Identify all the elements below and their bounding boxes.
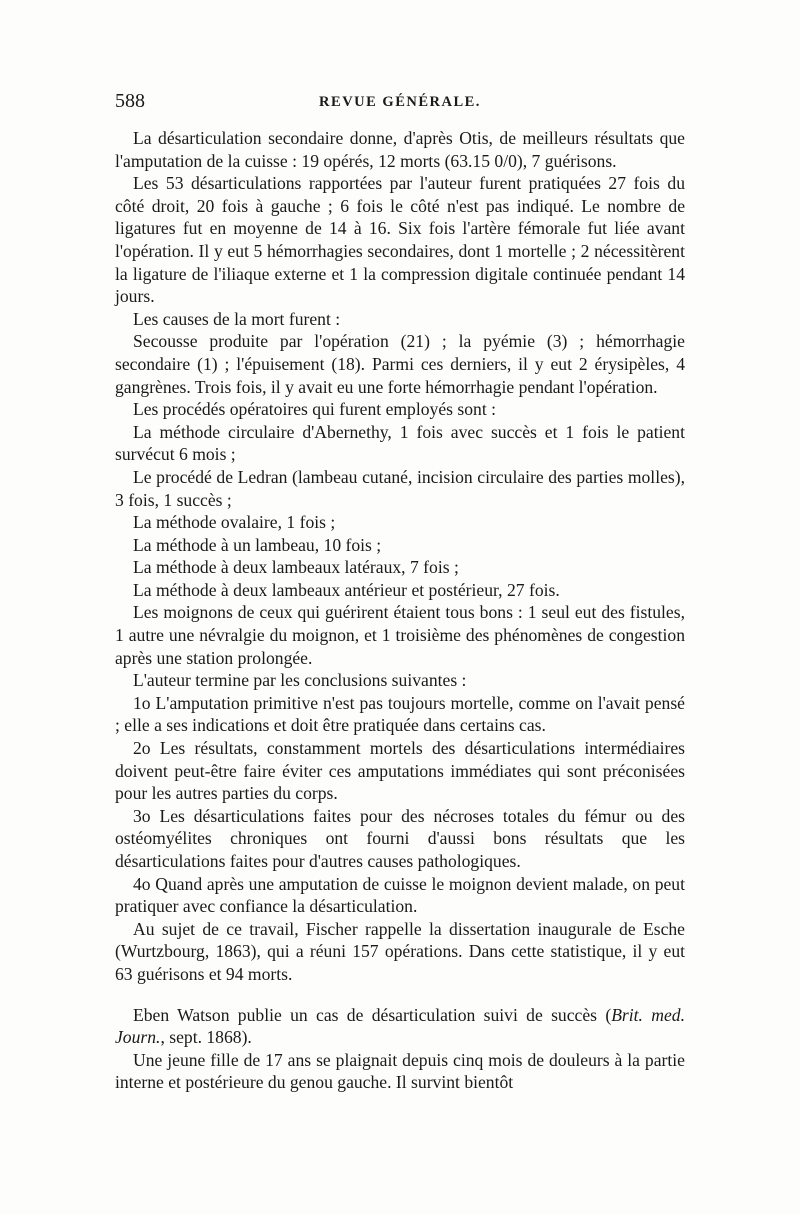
paragraph: La méthode ovalaire, 1 fois ; — [133, 512, 336, 533]
paragraph: Le procédé de Ledran (lambeau cutané, incision circulaire des parties molles), 3 fois, 1 succès ; — [115, 466, 685, 510]
paragraph: 1o L'amputation primitive n'est pas toujours mortelle, comme on l'avait pensé ; elle a ses indications et doit être pratiquée dans certains cas. — [115, 692, 685, 736]
watson-text-start: Eben Watson publie un cas de désarticulation suivi de succès ( — [133, 1004, 612, 1025]
paragraph: 2o Les résultats, constamment mortels des désarticulations intermédiaires doivent peut-être faire éviter ces amputations immédiates qui sont préconisées pour les autres parties du corps. — [115, 738, 685, 804]
paragraph: 3o Les désarticulations faites pour des nécroses totales du fémur ou des ostéomyélites chroniques ont fourni d'aussi bons résultats que les désarticulations faites pour d'autres causes pathologiques. — [115, 805, 685, 871]
page-header — [115, 90, 685, 120]
watson-text-end: , sept. 1868). — [160, 1027, 252, 1048]
paragraph: La méthode à deux lambeaux latéraux, 7 fois ; — [133, 557, 459, 578]
watson-paragraph — [115, 1004, 685, 1049]
paragraph: Les 53 désarticulations rapportées par l'auteur furent pratiquées 27 fois du côté droit, 20 fois à gauche ; 6 fois le côté n'est pas indiqué. Le nombre de ligatures fut en moyenne de 14 à 16. Six fois l'artère fémorale fut liée avant l'opération. Il y eut 5 hémorrhagies secondaires, dont 1 mortelle ; 2 nécessitèrent la ligature de l'iliaque externe et 1 la compression digitale continuée pendant 14 jours. — [115, 173, 685, 307]
paragraph: La désarticulation secondaire donne, d'après Otis, de meilleurs résultats que l'amputation de la cuisse : 19 opérés, 12 morts (63.15 0/0), 7 guérisons. — [115, 128, 685, 171]
text-body — [115, 127, 685, 1094]
paragraph: Les causes de la mort furent : — [133, 308, 341, 329]
paragraph: La méthode circulaire d'Abernethy, 1 fois avec succès et 1 fois le patient survécut 6 mois ; — [115, 421, 685, 465]
journal-title: Brit. med. Journ. — [115, 1004, 685, 1048]
paragraph: La méthode à un lambeau, 10 fois ; — [133, 534, 382, 555]
paragraph: Les moignons de ceux qui guérirent étaient tous bons : 1 seul eut des fistules, 1 autre une névralgie du moignon, et 1 troisième des phénomènes de congestion après une station prolongée. — [115, 602, 685, 668]
section-gap — [115, 986, 685, 1004]
paragraph: L'auteur termine par les conclusions suivantes : — [133, 670, 467, 691]
paragraph: Une jeune fille de 17 ans se plaignait depuis cinq mois de douleurs à la partie interne et postérieure du genou gauche. Il survint bientôt — [115, 1049, 685, 1093]
paragraph: La méthode à deux lambeaux antérieur et postérieur, 27 fois. — [133, 579, 560, 600]
running-title: REVUE GÉNÉRALE. — [319, 94, 481, 110]
paragraph: Les procédés opératoires qui furent employés sont : — [133, 399, 497, 420]
page-number: 588 — [115, 90, 145, 112]
paragraph: Secousse produite par l'opération (21) ; la pyémie (3) ; hémorrhagie secondaire (1) ; l'épuisement (18). Parmi ces derniers, il y eut 2 érysipèles, 4 gangrènes. Trois fois, il y avait eu une forte hémorrhagie pendant l'opération. — [115, 331, 685, 397]
paragraph: 4o Quand après une amputation de cuisse le moignon devient malade, on peut pratiquer avec confiance la désarticulation. — [115, 873, 685, 917]
paragraph: Au sujet de ce travail, Fischer rappelle la dissertation inaugurale de Esche (Wurtzbourg, 1863), qui a réuni 157 opérations. Dans cette statistique, il y eut 63 guérisons et 94 morts. — [115, 918, 685, 984]
